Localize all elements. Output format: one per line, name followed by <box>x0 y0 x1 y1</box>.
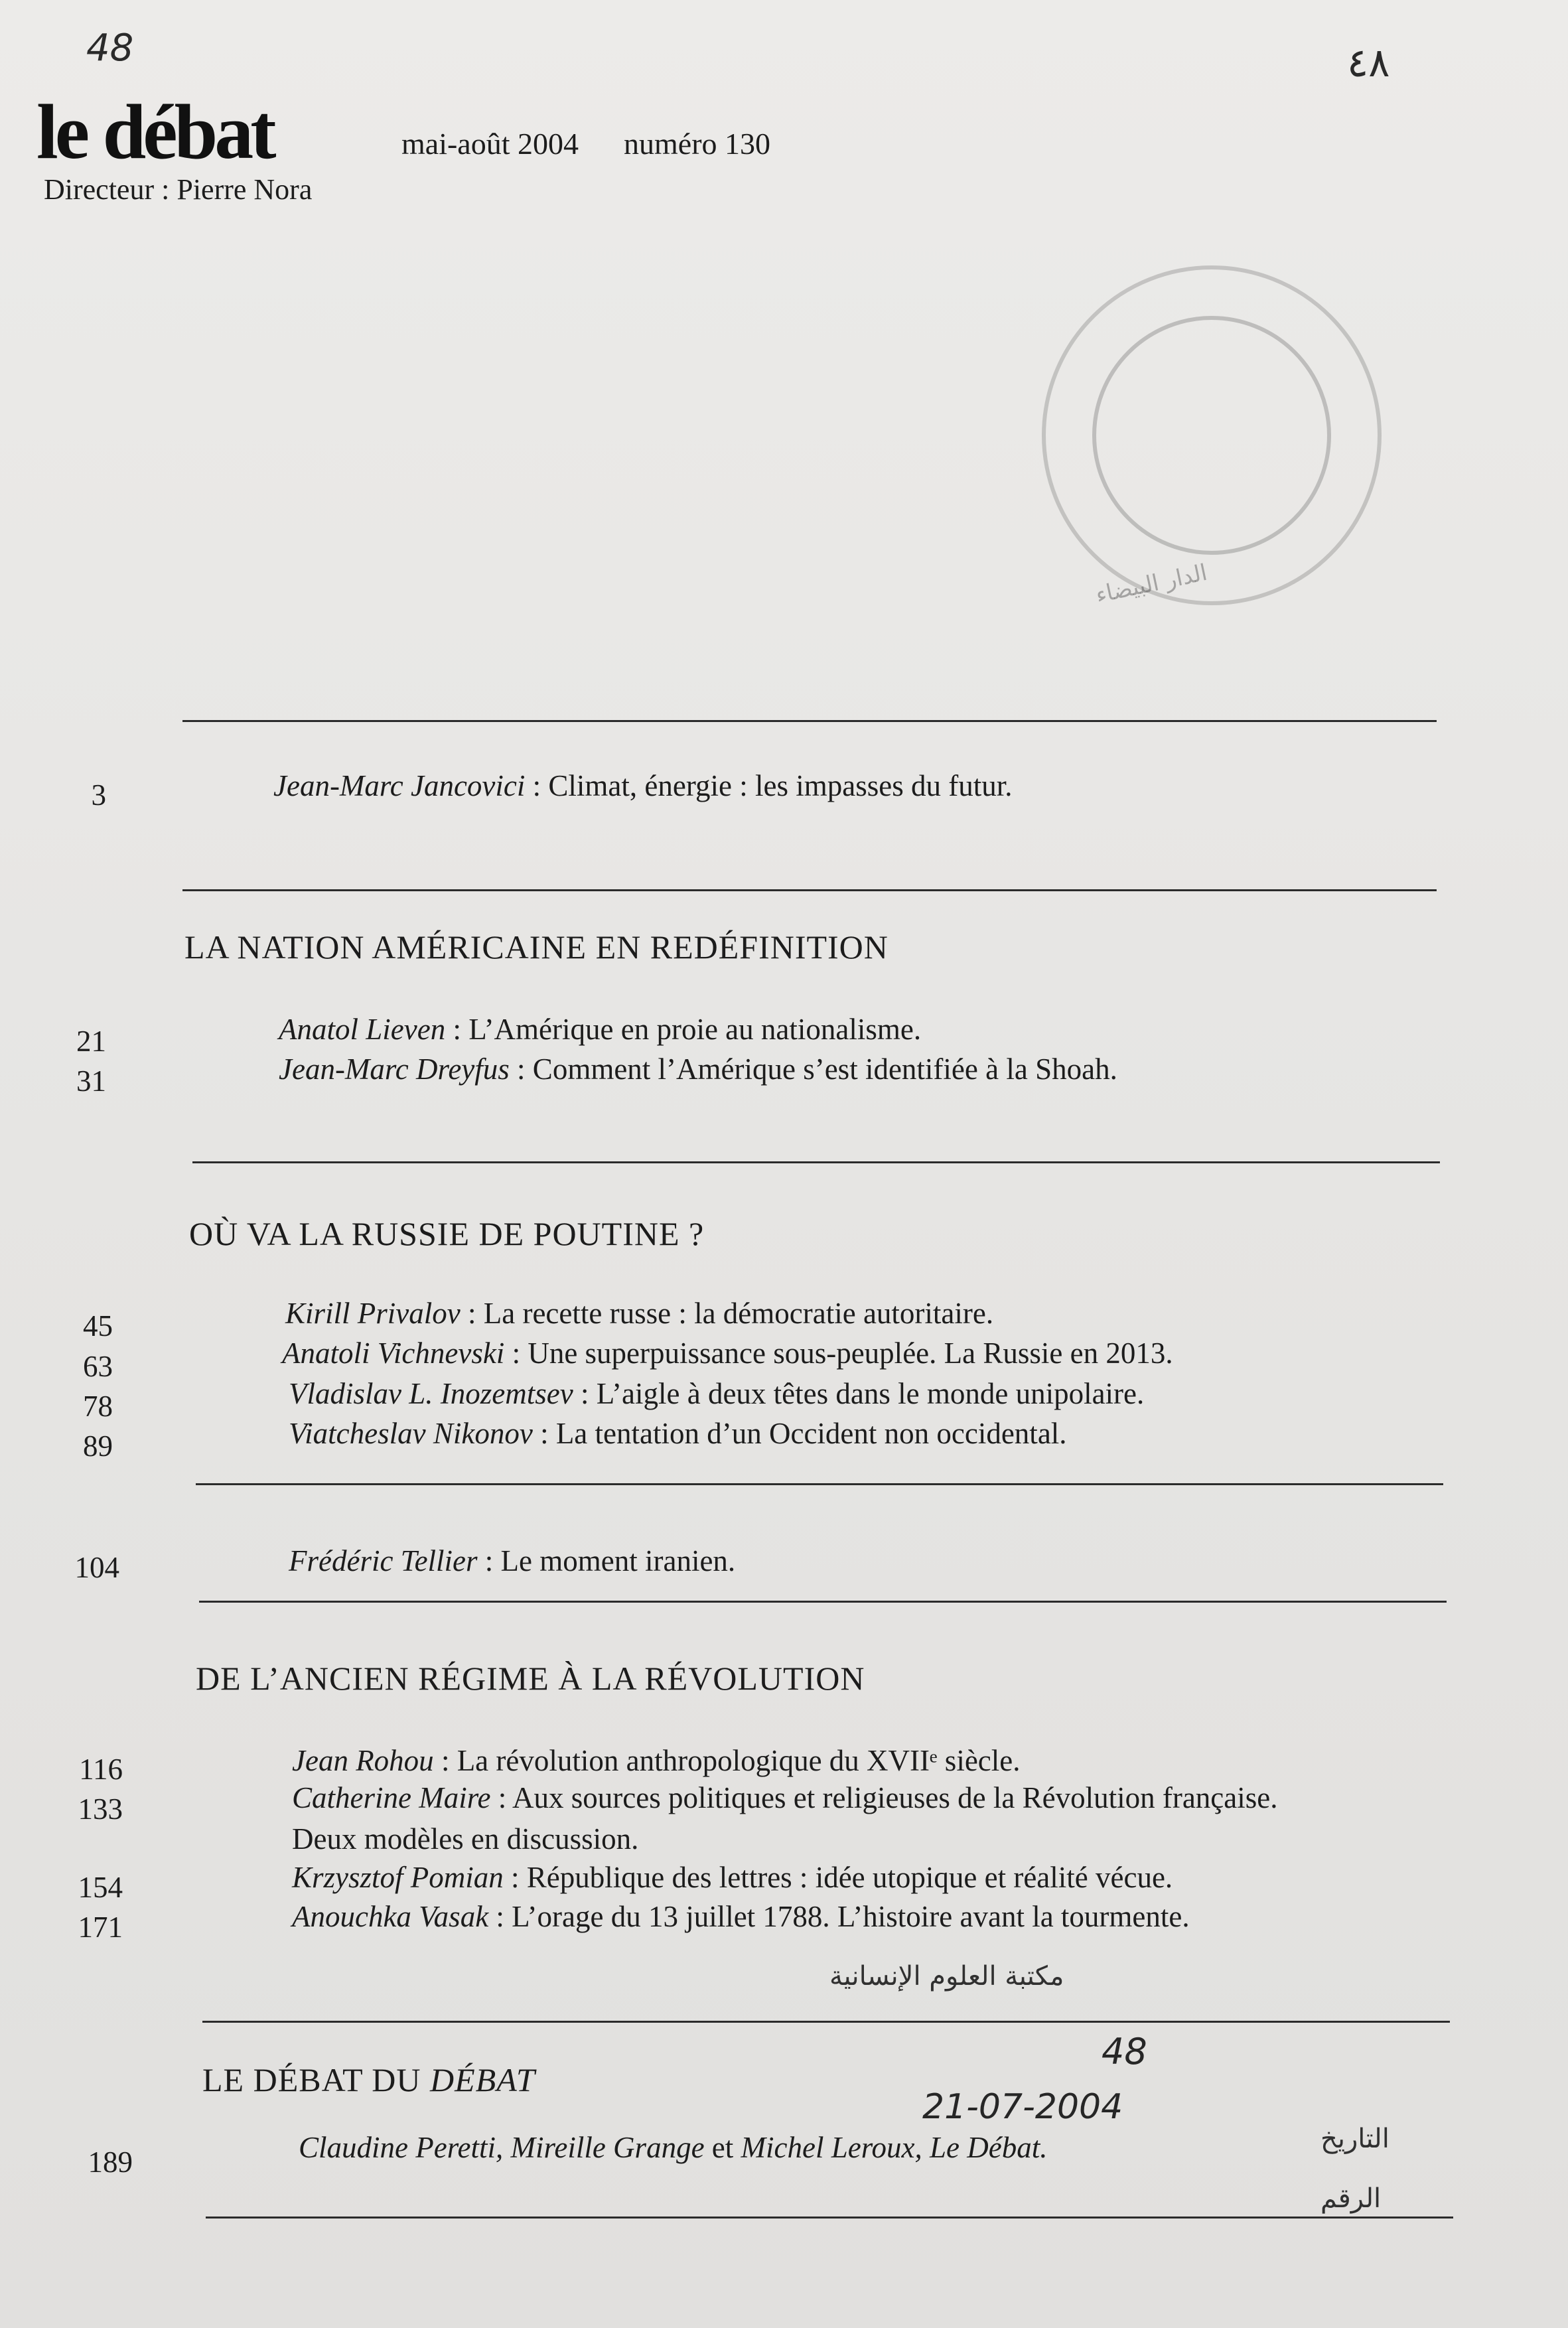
divider <box>199 1601 1447 1603</box>
page-number: 63 <box>83 1350 113 1383</box>
toc-entry <box>292 1899 1190 1934</box>
entry-author: Jean-Marc Dreyfus <box>279 1053 510 1086</box>
entry-author: Anouchka Vasak <box>292 1900 489 1933</box>
handwritten-number-left: 48 <box>86 27 134 70</box>
entry-author: Anatoli Vichnevski <box>282 1337 505 1370</box>
handwritten-number-right: ٤٨ <box>1347 40 1390 86</box>
registration-date-label: التاريخ <box>1320 2124 1390 2154</box>
toc-entry <box>292 1860 1173 1895</box>
page-number: 189 <box>88 2146 133 2179</box>
divider <box>196 1483 1443 1485</box>
issue-number: numéro 130 <box>624 127 771 161</box>
page-number: 171 <box>78 1911 123 1944</box>
section-heading <box>202 2061 535 2099</box>
page-number: 3 <box>91 778 106 812</box>
page-number: 45 <box>83 1309 113 1343</box>
entry-author: Michel Leroux, Le Débat. <box>741 2131 1048 2164</box>
entry-author: Kirill Privalov <box>285 1297 461 1330</box>
entry-connector: et <box>704 2131 741 2164</box>
page-number: 104 <box>74 1551 119 1584</box>
entry-author: Krzysztof Pomian <box>292 1861 504 1894</box>
toc-entry <box>289 1544 735 1578</box>
heading-italic: DÉBAT <box>430 2061 535 2098</box>
toc-entry <box>273 768 1012 803</box>
page-number: 21 <box>76 1025 106 1058</box>
page-number: 31 <box>76 1064 106 1098</box>
divider <box>202 2021 1450 2023</box>
toc-entry <box>299 2130 1048 2165</box>
entry-title: : Comment l’Amérique s’est identifiée à la Shoah. <box>509 1053 1117 1086</box>
toc-entry <box>279 1052 1117 1086</box>
entry-title: : L’aigle à deux têtes dans le monde unipolaire. <box>573 1377 1145 1410</box>
registration-number: 48 <box>1102 2031 1147 2073</box>
section-heading: LA NATION AMÉRICAINE EN REDÉFINITION <box>184 928 889 966</box>
entry-authors: Claudine Peretti, Mireille Grange <box>299 2131 705 2164</box>
issue-date: mai-août 2004 <box>401 127 579 161</box>
toc-entry-continuation: Deux modèles en discussion. <box>292 1822 639 1855</box>
entry-title: : L’orage du 13 juillet 1788. L’histoire avant la tourmente. <box>488 1900 1190 1933</box>
page-number: 78 <box>83 1390 113 1423</box>
toc-entry <box>289 1416 1067 1451</box>
divider <box>182 889 1437 891</box>
stamp-text: الدار البيضاء <box>1093 559 1210 609</box>
entry-title: : La révolution anthropologique du XVIIᵉ siècle. <box>433 1744 1021 1777</box>
entry-author: Vladislav L. Inozemtsev <box>289 1377 573 1410</box>
page-number: 133 <box>78 1792 123 1826</box>
entry-author: Anatol Lieven <box>279 1013 446 1046</box>
toc-entry <box>285 1296 993 1331</box>
toc-entry <box>279 1012 921 1047</box>
entry-author: Frédéric Tellier <box>289 1544 478 1577</box>
library-label: مكتبة العلوم الإنسانية <box>829 1961 1064 1992</box>
toc-entry <box>289 1376 1144 1411</box>
entry-title: : Le moment iranien. <box>477 1544 736 1577</box>
entry-author: Viatcheslav Nikonov <box>289 1417 533 1450</box>
entry-author: Jean-Marc Jancovici <box>273 769 526 802</box>
library-stamp <box>1042 265 1382 605</box>
toc-entry <box>282 1336 1173 1370</box>
divider <box>192 1161 1440 1163</box>
section-heading: DE L’ANCIEN RÉGIME À LA RÉVOLUTION <box>196 1660 865 1697</box>
entry-title: : République des lettres : idée utopique et réalité vécue. <box>503 1861 1173 1894</box>
page-number: 154 <box>78 1871 123 1904</box>
entry-title: : La recette russe : la démocratie autoritaire. <box>460 1297 994 1330</box>
heading-prefix: LE DÉBAT DU <box>202 2061 431 2098</box>
entry-title: : La tentation d’un Occident non occidental. <box>532 1417 1067 1450</box>
registration-number-label: الرقم <box>1320 2183 1382 2214</box>
masthead <box>36 88 273 175</box>
entry-title: : Climat, énergie : les impasses du futur. <box>525 769 1013 802</box>
divider <box>182 720 1437 722</box>
entry-title: : Aux sources politiques et religieuses de la Révolution française. <box>490 1781 1278 1814</box>
entry-title: : L’Amérique en proie au nationalisme. <box>445 1013 922 1046</box>
toc-entry <box>292 1781 1277 1815</box>
divider <box>206 2217 1453 2219</box>
toc-entry <box>292 1743 1021 1778</box>
journal-logo: le débat <box>36 88 273 175</box>
entry-title: : Une superpuissance sous-peuplée. La Russie en 2013. <box>504 1337 1173 1370</box>
page-number: 116 <box>79 1753 123 1786</box>
issue-info <box>401 126 770 161</box>
page-number: 89 <box>83 1429 113 1463</box>
registration-date: 21-07-2004 <box>922 2087 1123 2127</box>
entry-author: Jean Rohou <box>292 1744 434 1777</box>
entry-author: Catherine Maire <box>292 1781 491 1814</box>
section-heading: OÙ VA LA RUSSIE DE POUTINE ? <box>189 1215 705 1252</box>
director-line: Directeur : Pierre Nora <box>44 173 313 206</box>
